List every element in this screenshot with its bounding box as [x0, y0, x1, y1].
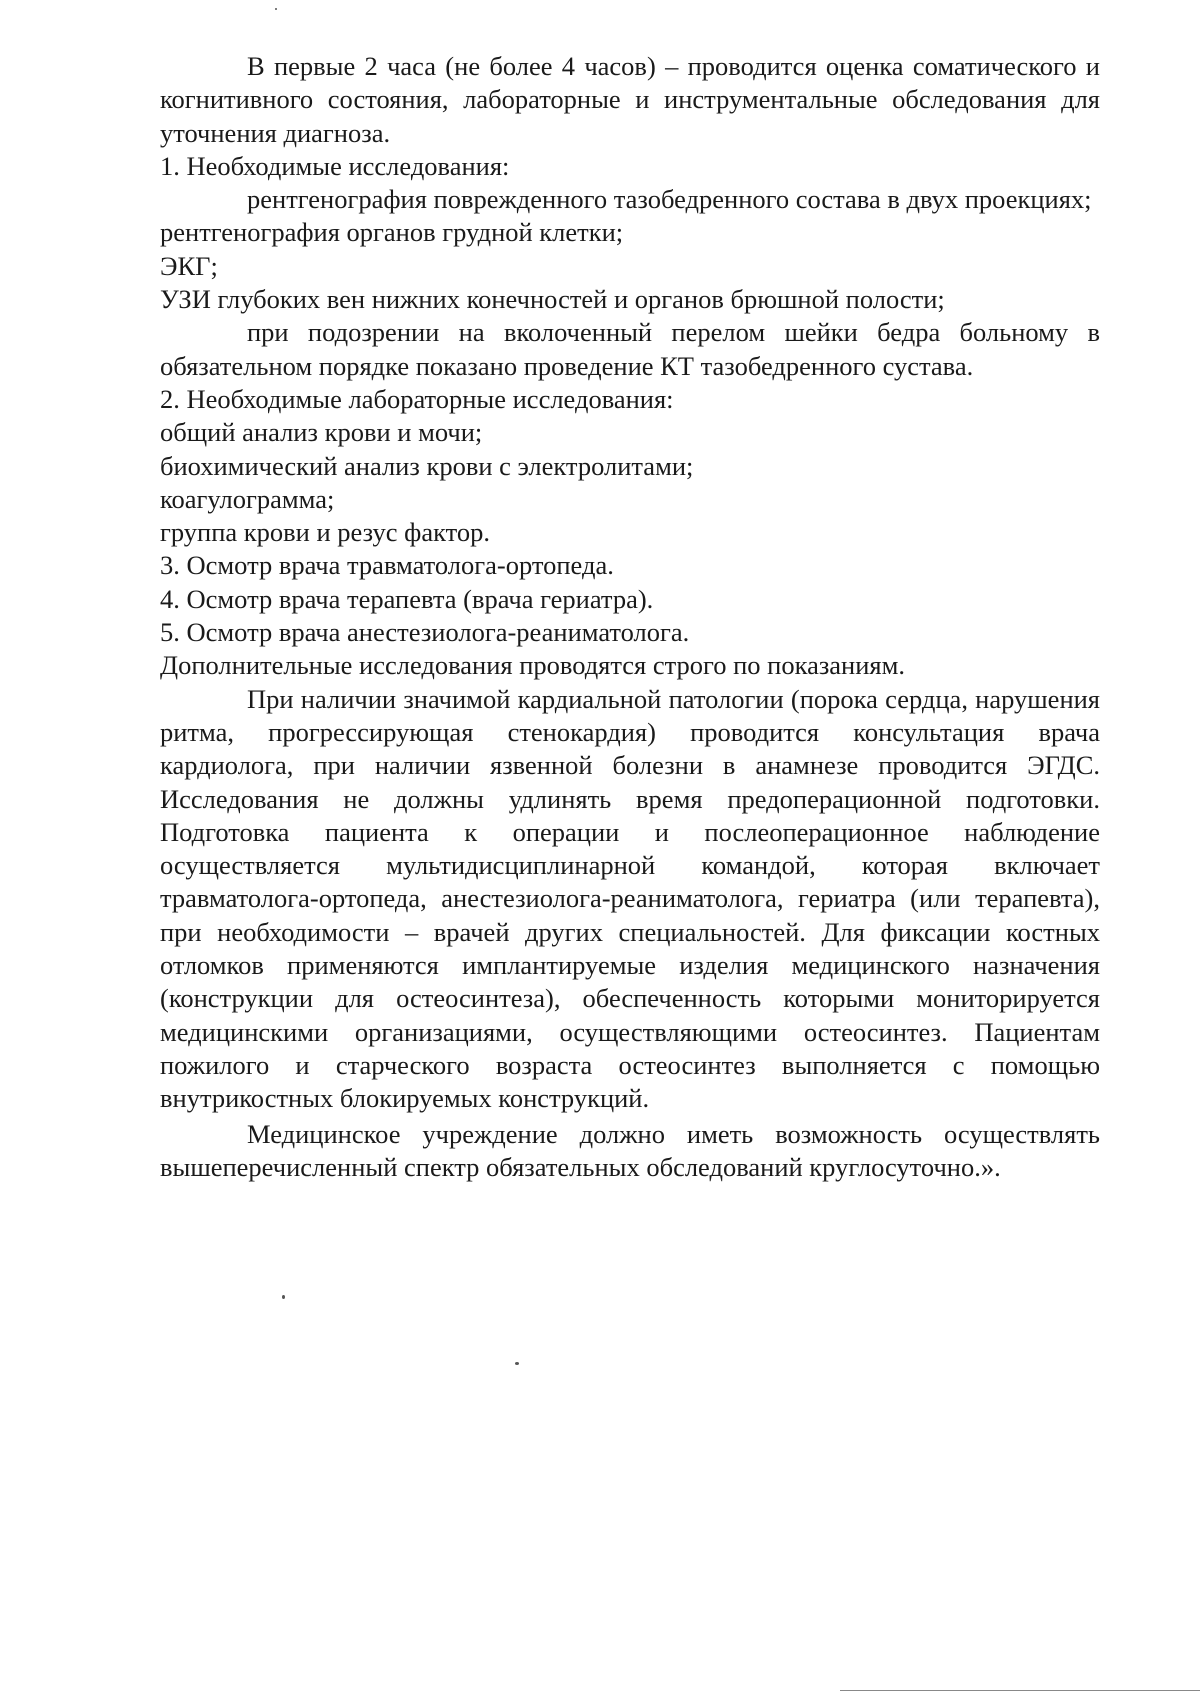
intro-paragraph: В первые 2 часа (не более 4 часов) – проводится оценка соматического и когнитивного состояния, лабораторные и инструментальные обследования для уточнения диагноза.	[160, 51, 1100, 148]
numbered-item: 3. Осмотр врача травматолога-ортопеда.	[160, 550, 614, 581]
scan-edge-line	[840, 1690, 1200, 1691]
numbered-item: 4. Осмотр врача терапевта (врача гериатра).	[160, 583, 654, 614]
list-item: УЗИ глубоких вен нижних конечностей и органов брюшной полости;	[160, 284, 945, 315]
scan-speck	[282, 1295, 285, 1299]
list-item: ЭКГ;	[160, 250, 218, 281]
scan-speck	[515, 1362, 519, 1365]
list-item: коагулограмма;	[160, 483, 335, 514]
list-item: биохимический анализ крови с электролитами;	[160, 450, 694, 481]
list-heading-lab-studies: 2. Необходимые лабораторные исследования:	[160, 383, 674, 414]
additional-studies-note: Дополнительные исследования проводятся строго по показаниям.	[160, 650, 906, 681]
list-item: при подозрении на вколоченный перелом шейки бедра больному в обязательном порядке показано проведение КТ тазобедренного сустава.	[160, 317, 1100, 381]
scan-speck	[275, 8, 277, 10]
document-body	[160, 50, 1100, 1184]
body-paragraph: При наличии значимой кардиальной патологии (порока сердца, нарушения ритма, прогрессирующая стенокардия) проводится консультация врача кардиолога, при наличии язвенной болезни в анамнезе проводится ЭГДС. Исследования не должны удлинять время предоперационной подготовки. Подготовка пациента к операции и послеоперационное наблюдение осуществляется мультидисциплинарной командой, которая включает травматолога-ортопеда, анестезиолога-реаниматолога, гериатра (или терапевта), при необходимости – врачей других специальностей. Для фиксации костных отломков применяются имплантируемые изделия медицинского назначения (конструкции для остеосинтеза), обеспеченность которыми мониторируется медицинскими организациями, осуществляющими остеосинтез. Пациентам пожилого и старческого возраста остеосинтез выполняется с помощью внутрикостных блокируемых конструкций.	[160, 683, 1100, 1114]
list-heading-required-studies: 1. Необходимые исследования:	[160, 150, 510, 181]
list-item: рентгенография поврежденного тазобедренного состава в двух проекциях;	[247, 184, 1092, 215]
list-item: общий анализ крови и мочи;	[160, 417, 483, 448]
list-item: группа крови и резус фактор.	[160, 517, 490, 548]
closing-paragraph: Медицинское учреждение должно иметь возможность осуществлять вышеперечисленный спектр обязательных обследований круглосуточно.».	[160, 1118, 1100, 1182]
list-item: рентгенография органов грудной клетки;	[160, 217, 624, 248]
numbered-item: 5. Осмотр врача анестезиолога-реаниматолога.	[160, 617, 690, 648]
